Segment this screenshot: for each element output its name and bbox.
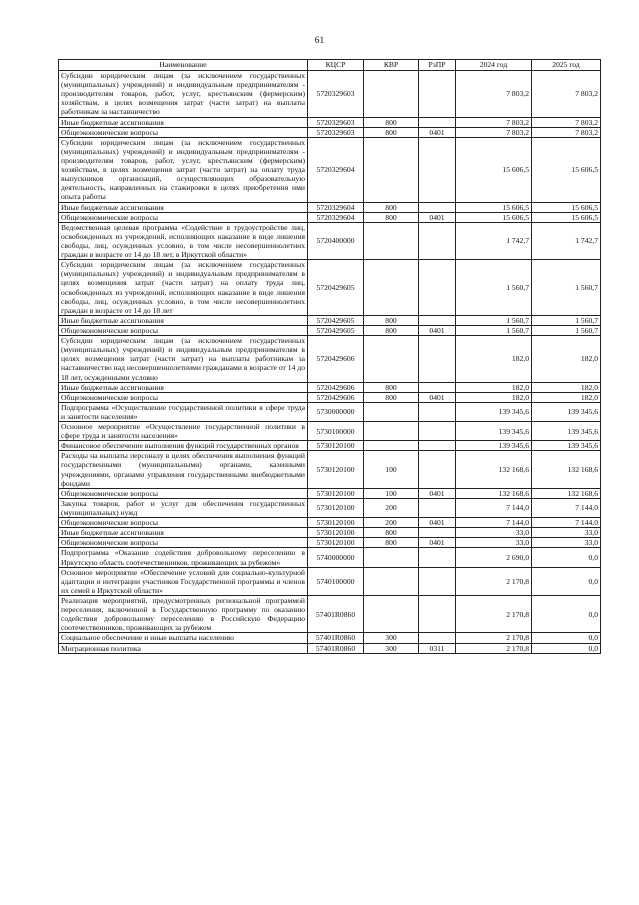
row-kvr-cell — [364, 402, 419, 421]
row-name-cell: Расходы на выплаты персоналу в целях обеспечения выполнения функций государственными (муниципальными) органами, казенными учреждениями, органами управления государственными внебюджетными фондами — [59, 451, 308, 488]
table-row — [59, 202, 601, 212]
row-kvr-cell: 200 — [364, 498, 419, 517]
table-row — [59, 117, 601, 127]
row-rzpr-cell: 0401 — [419, 538, 456, 548]
row-rzpr-cell: 0401 — [419, 325, 456, 335]
row-kvr-cell — [364, 222, 419, 259]
table-row — [59, 643, 601, 653]
row-2024-value: 15 606,5 — [456, 212, 532, 222]
row-kcsr-cell: 5740100000 — [308, 567, 364, 595]
table-row — [59, 127, 601, 137]
row-kvr-cell — [364, 441, 419, 451]
row-2025-value: 7 144,0 — [532, 518, 601, 528]
row-name-cell: Иные бюджетные ассигнования — [59, 117, 308, 127]
row-kcsr-cell: 5730100000 — [308, 422, 364, 441]
table-row — [59, 498, 601, 517]
row-name-cell: Иные бюджетные ассигнования — [59, 202, 308, 212]
row-kcsr-cell: 5720329604 — [308, 137, 364, 202]
row-2025-value: 7 144,0 — [532, 498, 601, 517]
row-kcsr-cell: 57401R0860 — [308, 596, 364, 633]
table-row — [59, 336, 601, 383]
row-kcsr-cell: 5730000000 — [308, 402, 364, 421]
row-rzpr-cell — [419, 315, 456, 325]
row-kvr-cell — [364, 137, 419, 202]
row-kvr-cell — [364, 71, 419, 118]
row-kvr-cell: 200 — [364, 518, 419, 528]
row-rzpr-cell — [419, 71, 456, 118]
row-2025-value: 139 345,6 — [532, 422, 601, 441]
row-2025-value: 15 606,5 — [532, 137, 601, 202]
row-2025-value: 7 803,2 — [532, 71, 601, 118]
row-kvr-cell: 800 — [364, 127, 419, 137]
table-row — [59, 325, 601, 335]
row-kcsr-cell: 5720429606 — [308, 392, 364, 402]
row-rzpr-cell — [419, 596, 456, 633]
row-kcsr-cell: 5720429606 — [308, 336, 364, 383]
row-name-cell: Основное мероприятие «Осуществление государственной политики в сфере труда и занятости населения» — [59, 422, 308, 441]
table-row — [59, 260, 601, 316]
table-row — [59, 488, 601, 498]
row-kvr-cell — [364, 336, 419, 383]
row-rzpr-cell — [419, 528, 456, 538]
row-rzpr-cell — [419, 402, 456, 421]
row-name-cell: Субсидии юридическим лицам (за исключением государственных (муниципальных) учреждений) и индивидуальным предпринимателям в целях возмещения затрат (части затрат) на выплаты работникам за наставничество над несовершеннолетними гражданами в возрасте от 14 до 18 лет, осужденными условно — [59, 336, 308, 383]
row-rzpr-cell — [419, 548, 456, 567]
row-name-cell: Субсидии юридическим лицам (за исключением государственных (муниципальных) учреждений) и индивидуальным предпринимателям - производителям товаров, работ, услуг, крестьянским (фермерским) хозяйствам, в целях возмещения затрат (части затрат) на выплаты работникам за наставничество — [59, 71, 308, 118]
row-2025-value: 15 606,5 — [532, 212, 601, 222]
row-2024-value: 182,0 — [456, 336, 532, 383]
row-kvr-cell: 800 — [364, 528, 419, 538]
row-name-cell: Общеэкономические вопросы — [59, 325, 308, 335]
row-2024-value: 2 170,8 — [456, 643, 532, 653]
row-name-cell: Общеэкономические вопросы — [59, 392, 308, 402]
row-kvr-cell: 800 — [364, 315, 419, 325]
table-row — [59, 538, 601, 548]
row-name-cell: Общеэкономические вопросы — [59, 127, 308, 137]
row-rzpr-cell — [419, 336, 456, 383]
row-2024-value: 2 170,8 — [456, 596, 532, 633]
table-row — [59, 222, 601, 259]
row-name-cell: Общеэкономические вопросы — [59, 212, 308, 222]
row-kcsr-cell: 57401R0860 — [308, 633, 364, 643]
row-name-cell: Подпрограмма «Оказание содействия добровольному переселению в Иркутскую область соотечественников, проживающих за рубежом» — [59, 548, 308, 567]
row-name-cell: Ведомственная целевая программа «Содействие в трудоустройстве лиц, освобожденных из учреждений, исполняющих наказание в виде лишения свободы, лиц, осужденных условно, в том числе несовершеннолетних граждан в возрасте от 14 до 18 лет, в Иркутской области» — [59, 222, 308, 259]
row-kcsr-cell: 5740000000 — [308, 548, 364, 567]
table-row — [59, 596, 601, 633]
row-2024-value: 7 803,2 — [456, 71, 532, 118]
row-kcsr-cell: 5730120100 — [308, 518, 364, 528]
row-2025-value: 1 560,7 — [532, 325, 601, 335]
table-row — [59, 451, 601, 488]
row-name-cell: Субсидии юридическим лицам (за исключением государственных (муниципальных) учреждений) и индивидуальным предпринимателям - производителям товаров, работ, услуг, крестьянским (фермерским) хозяйствам, в целях возмещения затрат (части затрат) на оплату труда выпускников организаций, осуществляющих образовательную деятельность, направленных на стажировки в целях приобретения ими опыта работы — [59, 137, 308, 202]
row-rzpr-cell — [419, 117, 456, 127]
table-row — [59, 567, 601, 595]
table-row — [59, 548, 601, 567]
row-kvr-cell: 800 — [364, 392, 419, 402]
row-2025-value: 139 345,6 — [532, 402, 601, 421]
row-2024-value: 33,0 — [456, 528, 532, 538]
row-2025-value: 0,0 — [532, 633, 601, 643]
header-kcsr: КЦСР — [308, 60, 364, 71]
row-kvr-cell — [364, 567, 419, 595]
row-kcsr-cell: 5730120100 — [308, 441, 364, 451]
row-kcsr-cell: 5730120100 — [308, 451, 364, 488]
table-row — [59, 382, 601, 392]
row-kvr-cell: 100 — [364, 451, 419, 488]
row-name-cell: Социальное обеспечение и иные выплаты населению — [59, 633, 308, 643]
header-rzpr: РзПР — [419, 60, 456, 71]
row-rzpr-cell — [419, 260, 456, 316]
row-name-cell: Иные бюджетные ассигнования — [59, 528, 308, 538]
row-rzpr-cell — [419, 567, 456, 595]
row-2025-value: 139 345,6 — [532, 441, 601, 451]
row-name-cell: Основное мероприятие «Обеспечение условий для социально-культурной адаптации и интеграции участников Государственной программы и членов их семей в Иркутской области» — [59, 567, 308, 595]
table-row — [59, 518, 601, 528]
row-name-cell: Реализация мероприятий, предусмотренных региональной программой переселения, включенной в Государственную программу по оказанию содействия добровольному переселению в Российскую Федерацию соотечественников, проживающих за рубежом — [59, 596, 308, 633]
row-2025-value: 0,0 — [532, 567, 601, 595]
row-2024-value: 7 803,2 — [456, 117, 532, 127]
row-kvr-cell — [364, 260, 419, 316]
row-2024-value: 2 170,8 — [456, 567, 532, 595]
row-2024-value: 139 345,6 — [456, 402, 532, 421]
row-name-cell: Общеэкономические вопросы — [59, 538, 308, 548]
row-kvr-cell: 800 — [364, 202, 419, 212]
row-kcsr-cell: 5720429605 — [308, 325, 364, 335]
row-kcsr-cell: 5720329604 — [308, 212, 364, 222]
table-row — [59, 402, 601, 421]
row-2025-value: 7 803,2 — [532, 117, 601, 127]
page-number: 61 — [314, 36, 325, 46]
row-name-cell: Иные бюджетные ассигнования — [59, 315, 308, 325]
row-2025-value: 182,0 — [532, 382, 601, 392]
row-kvr-cell: 800 — [364, 117, 419, 127]
row-2024-value: 2 170,8 — [456, 633, 532, 643]
row-rzpr-cell: 0401 — [419, 212, 456, 222]
table-row — [59, 315, 601, 325]
row-2025-value: 7 803,2 — [532, 127, 601, 137]
row-rzpr-cell: 0401 — [419, 127, 456, 137]
row-kcsr-cell: 5720329604 — [308, 202, 364, 212]
row-kvr-cell: 800 — [364, 212, 419, 222]
row-2024-value: 132 168,6 — [456, 488, 532, 498]
header-kvr: КВР — [364, 60, 419, 71]
table-row — [59, 137, 601, 202]
row-rzpr-cell — [419, 498, 456, 517]
row-kcsr-cell: 5730120100 — [308, 528, 364, 538]
header-2024: 2024 год — [456, 60, 532, 71]
row-2024-value: 33,0 — [456, 538, 532, 548]
row-rzpr-cell — [419, 222, 456, 259]
row-rzpr-cell — [419, 202, 456, 212]
header-row — [59, 60, 601, 71]
row-name-cell: Финансовое обеспечение выполнения функций государственных органов — [59, 441, 308, 451]
row-2024-value: 182,0 — [456, 382, 532, 392]
table-row — [59, 441, 601, 451]
row-name-cell: Субсидии юридическим лицам (за исключением государственных (муниципальных) учреждений) и индивидуальным предпринимателям в целях возмещения затрат (части затрат) на оплату труда лиц, освобожденных из учреждений, исполняющих наказание в виде лишения свободы, лиц, осужденных условно, в том числе несовершеннолетних граждан в возрасте от 14 до 18 лет — [59, 260, 308, 316]
row-2025-value: 1 560,7 — [532, 260, 601, 316]
row-rzpr-cell — [419, 451, 456, 488]
row-rzpr-cell: 0401 — [419, 518, 456, 528]
row-kvr-cell — [364, 422, 419, 441]
row-name-cell: Иные бюджетные ассигнования — [59, 382, 308, 392]
row-name-cell: Общеэкономические вопросы — [59, 518, 308, 528]
row-2025-value: 15 606,5 — [532, 202, 601, 212]
row-kvr-cell: 800 — [364, 382, 419, 392]
row-2025-value: 0,0 — [532, 643, 601, 653]
row-2024-value: 7 144,0 — [456, 498, 532, 517]
row-2025-value: 132 168,6 — [532, 488, 601, 498]
row-kvr-cell: 800 — [364, 538, 419, 548]
row-kcsr-cell: 5720329603 — [308, 127, 364, 137]
row-2025-value: 33,0 — [532, 528, 601, 538]
row-2024-value: 15 606,5 — [456, 137, 532, 202]
row-rzpr-cell — [419, 137, 456, 202]
row-name-cell: Подпрограмма «Осуществление государственной политики в сфере труда и занятости населения» — [59, 402, 308, 421]
row-2024-value: 7 144,0 — [456, 518, 532, 528]
row-2025-value: 1 560,7 — [532, 315, 601, 325]
row-rzpr-cell — [419, 441, 456, 451]
row-2024-value: 1 560,7 — [456, 260, 532, 316]
row-rzpr-cell: 0401 — [419, 488, 456, 498]
budget-table — [58, 59, 601, 654]
table-row — [59, 633, 601, 643]
row-2024-value: 2 690,0 — [456, 548, 532, 567]
row-2025-value: 132 168,6 — [532, 451, 601, 488]
row-name-cell: Общеэкономические вопросы — [59, 488, 308, 498]
row-2024-value: 1 742,7 — [456, 222, 532, 259]
row-2025-value: 182,0 — [532, 392, 601, 402]
row-name-cell: Миграционная политика — [59, 643, 308, 653]
row-rzpr-cell: 0401 — [419, 392, 456, 402]
row-2025-value: 1 742,7 — [532, 222, 601, 259]
row-kvr-cell — [364, 596, 419, 633]
row-kvr-cell: 800 — [364, 325, 419, 335]
row-kvr-cell — [364, 548, 419, 567]
row-2024-value: 15 606,5 — [456, 202, 532, 212]
row-2024-value: 1 560,7 — [456, 315, 532, 325]
table-row — [59, 528, 601, 538]
table-row — [59, 71, 601, 118]
row-name-cell: Закупка товаров, работ и услуг для обеспечения государственных (муниципальных) нужд — [59, 498, 308, 517]
header-2025: 2025 год — [532, 60, 601, 71]
table-row — [59, 422, 601, 441]
row-2024-value: 182,0 — [456, 392, 532, 402]
row-kcsr-cell: 5720429605 — [308, 260, 364, 316]
row-2024-value: 139 345,6 — [456, 441, 532, 451]
row-kcsr-cell: 5720429605 — [308, 315, 364, 325]
table-row — [59, 212, 601, 222]
row-2024-value: 7 803,2 — [456, 127, 532, 137]
row-kcsr-cell: 5720429606 — [308, 382, 364, 392]
row-rzpr-cell — [419, 382, 456, 392]
row-2025-value: 0,0 — [532, 548, 601, 567]
row-2025-value: 0,0 — [532, 596, 601, 633]
row-kvr-cell: 300 — [364, 643, 419, 653]
header-name: Наименование — [59, 60, 308, 71]
row-kcsr-cell: 5720329603 — [308, 71, 364, 118]
row-2025-value: 182,0 — [532, 336, 601, 383]
row-kvr-cell: 300 — [364, 633, 419, 643]
row-2024-value: 139 345,6 — [456, 422, 532, 441]
row-kcsr-cell: 5730120100 — [308, 538, 364, 548]
row-kvr-cell: 100 — [364, 488, 419, 498]
row-kcsr-cell: 5720400000 — [308, 222, 364, 259]
row-2025-value: 33,0 — [532, 538, 601, 548]
row-rzpr-cell — [419, 633, 456, 643]
row-2024-value: 132 168,6 — [456, 451, 532, 488]
row-2024-value: 1 560,7 — [456, 325, 532, 335]
table-row — [59, 392, 601, 402]
row-rzpr-cell: 0311 — [419, 643, 456, 653]
row-kcsr-cell: 5730120100 — [308, 488, 364, 498]
row-kcsr-cell: 5730120100 — [308, 498, 364, 517]
row-rzpr-cell — [419, 422, 456, 441]
row-kcsr-cell: 5720329603 — [308, 117, 364, 127]
row-kcsr-cell: 57401R0860 — [308, 643, 364, 653]
